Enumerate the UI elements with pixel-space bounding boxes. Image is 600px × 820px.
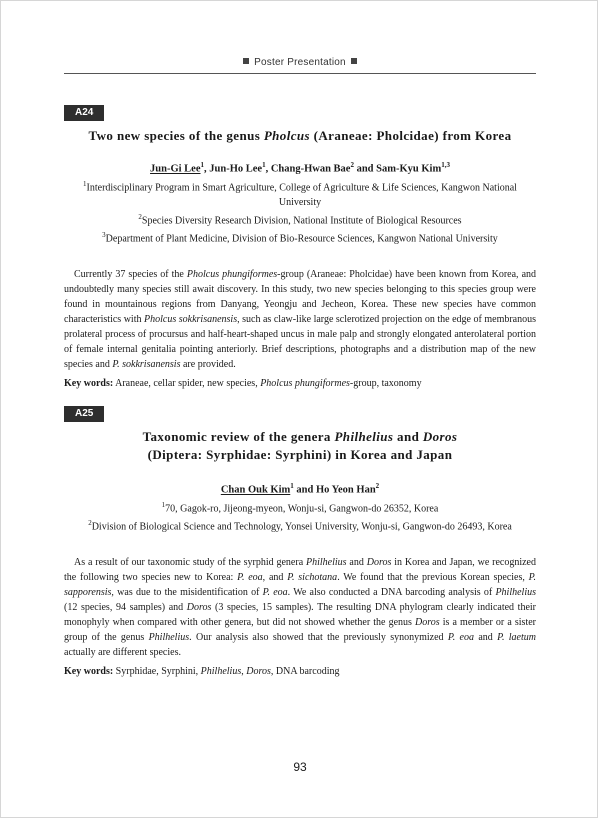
- text-run: in Korea and Japan, we recognized the following two species new to Korea:: [64, 557, 536, 584]
- affiliation-sup: 2: [138, 212, 142, 221]
- affiliation-line: [64, 210, 536, 228]
- title-genus: Philhelius: [334, 429, 394, 444]
- abstract-body: [64, 555, 536, 660]
- abstract-body: [64, 267, 536, 372]
- author-sup: 2: [375, 482, 380, 490]
- abstract-tag: A25: [64, 406, 104, 422]
- title-text: (Araneae: Pholcidae) from Korea: [309, 128, 512, 143]
- keywords-label: Key words:: [64, 378, 114, 390]
- author-name: Jun-Gi Lee: [150, 163, 201, 175]
- author-sup: 1: [200, 161, 205, 169]
- italic-term: P. sapporensis,: [64, 572, 536, 599]
- affiliation-sup: 3: [102, 231, 106, 240]
- text-run: . Our analysis also showed that the previously synonymized: [189, 632, 448, 644]
- header-rule: [64, 73, 536, 74]
- author-name: Chang-Hwan Bae: [270, 163, 351, 175]
- affiliation-line: [64, 177, 536, 210]
- keywords-label: Key words:: [64, 666, 114, 678]
- italic-term: P. eoa: [237, 572, 263, 584]
- text-run: Currently 37 species of the: [74, 269, 187, 281]
- affiliation-line: [64, 498, 536, 516]
- italic-term: Doros: [415, 617, 440, 629]
- affiliation-sup: 1: [161, 500, 166, 509]
- italic-term: P. eoa: [447, 632, 474, 644]
- author-name: Jun-Ho Lee: [209, 163, 263, 175]
- text-run: , such as claw-like large sclerotized projection on the edge of membranous prolateral process of procursus and half-heart-shaped uncus in male palp and strongly elongated anterolateral portion of female internal genitalia pointing anteriorly. Brief descriptions, photographs and a distribution map of the new species and: [64, 314, 537, 371]
- italic-term: Philhelius: [495, 587, 536, 599]
- text-run: are provided.: [180, 359, 236, 371]
- text-run: Araneae, cellar spider, new species,: [113, 378, 261, 390]
- title-genus: Doros: [422, 429, 458, 444]
- affiliation-sup: 1: [83, 179, 87, 188]
- text-run: ,: [241, 666, 247, 678]
- text-run: (12 species, 94 samples) and: [64, 602, 187, 614]
- text-run: -group (Araneae: Pholcidae) have been known from Korea, and undoubtedly many species still await discovery. In this study, two new species belonging to this species group were found in mountainous regions from Danyang, Yeongju and Jecheon, Korea. These new species have common characteristics with: [64, 269, 537, 326]
- affiliation-text: Division of Biological Science and Technology, Yonsei University, Wonju-si, Gangwon-do 26493, Korea: [91, 521, 512, 533]
- running-header: [0, 57, 600, 68]
- title-text: Two new species of the genus: [88, 128, 264, 143]
- abstract-a25: [64, 403, 536, 677]
- text-run: . We found that the previous Korean species,: [337, 572, 529, 584]
- author-sup: 1: [290, 482, 294, 490]
- keywords-list: [113, 378, 421, 389]
- text-run: . We also conducted a DNA barcoding analysis of: [287, 587, 496, 599]
- text-run: , and: [262, 572, 288, 584]
- text-run: (3 species, 15 samples). The resulting DNA phylogram clearly indicated their monophyly when compared with other genera, but did not showed whether the genus: [64, 602, 536, 629]
- author-name: Chan Ouk Kim: [220, 484, 291, 496]
- italic-term: Doros: [366, 557, 392, 569]
- italic-term: Doros: [186, 602, 212, 614]
- title-text: Taxonomic review of the genera: [142, 429, 335, 444]
- author-joiner: and: [293, 484, 316, 496]
- square-bullet-icon: [351, 58, 357, 64]
- italic-term: Pholcus phungiformes: [260, 378, 350, 390]
- author-list: [64, 482, 536, 496]
- square-bullet-icon: [243, 58, 249, 64]
- keywords-list: [113, 666, 339, 677]
- keywords-line: [64, 378, 536, 389]
- affiliation-text: Department of Plant Medicine, Division of Bio-Resource Sciences, Kangwon National University: [105, 233, 498, 245]
- text-run: was due to the misidentification of: [113, 587, 263, 599]
- text-run: , DNA barcoding: [270, 666, 340, 678]
- italic-term: P. laetum: [497, 632, 537, 644]
- abstract-title: [64, 127, 536, 145]
- author-name: Ho Yeon Han: [315, 484, 376, 496]
- text-run: is a member or a sister group of the genus: [64, 617, 536, 644]
- affiliation-text: Interdisciplinary Program in Smart Agriculture, College of Agriculture & Life Sciences, Kangwon National University: [86, 181, 517, 208]
- italic-term: Philhelius: [148, 632, 190, 644]
- author-sup: 1: [262, 161, 266, 169]
- affiliations: [64, 498, 536, 535]
- page-number: 93: [293, 760, 307, 774]
- text-run: Syrphidae, Syrphini,: [113, 666, 201, 678]
- italic-term: Philhelius: [200, 666, 242, 678]
- header-label: Poster Presentation: [254, 57, 346, 68]
- title-text: (Diptera: Syrphidae: Syrphini) in Korea and Japan: [147, 447, 453, 462]
- text-run: and: [346, 557, 367, 569]
- italic-term: Philhelius: [306, 557, 347, 569]
- affiliation-text: Species Diversity Research Division, National Institute of Biological Resources: [141, 215, 462, 227]
- author-list: Jun-Gi Lee$^1$, Jun-Ho Lee$^1$, Chang-Hwan Bae$^2$ and Sam-Kyu Kim$^{1,3}$: [150, 161, 450, 175]
- abstract-tag: A24: [64, 105, 104, 121]
- text-run: -group, taxonomy: [349, 378, 422, 390]
- affiliation-line: [64, 516, 536, 534]
- italic-term: Pholcus phungiformes: [186, 269, 278, 281]
- affiliation-sup: 2: [88, 518, 92, 527]
- abstract-a24: [64, 102, 536, 389]
- italic-term: P. sichotana: [287, 572, 338, 584]
- italic-term: Doros: [246, 666, 271, 678]
- abstract-title: [64, 428, 536, 464]
- italic-term: Pholcus sokkrisanensis: [144, 314, 238, 326]
- author-name: Sam-Kyu Kim: [376, 163, 442, 175]
- title-text: and: [393, 429, 423, 444]
- text-run: As a result of our taxonomic study of the syrphid genera: [74, 557, 306, 569]
- author-sup: 2: [350, 161, 354, 169]
- affiliation-line: [64, 228, 536, 246]
- keywords-line: [64, 666, 536, 677]
- title-genus: Pholcus: [263, 128, 310, 143]
- affiliation-text: 70, Gagok-ro, Jijeong-myeon, Wonju-si, Gangwon-do 26352, Korea: [165, 502, 439, 514]
- text-run: actually are different species.: [64, 647, 181, 659]
- italic-term: P. sokkrisanensis: [112, 359, 181, 371]
- affiliations: [64, 177, 536, 247]
- italic-term: P. eoa: [262, 587, 288, 599]
- author-sup: 1,3: [441, 161, 450, 169]
- text-run: and: [474, 632, 498, 644]
